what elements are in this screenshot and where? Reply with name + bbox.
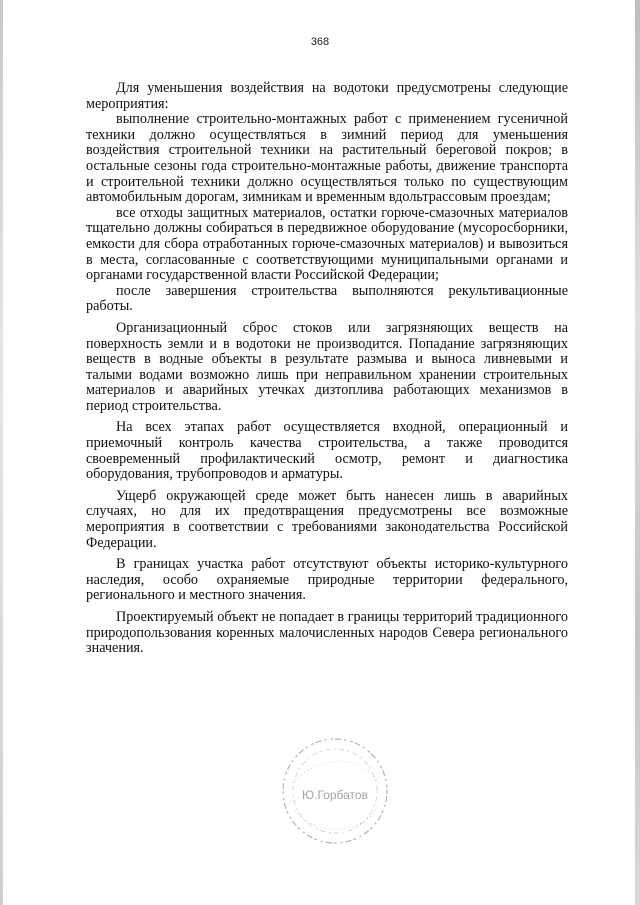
stamp-text: Ю.Горбатов: [302, 788, 368, 802]
paragraph-heritage: В границах участка работ отсутствуют объекты историко-культурного наследия, особо охраняемые природные территории федерального, регионального и местного значения.: [86, 556, 568, 604]
scan-edge-left: [0, 0, 3, 905]
paragraph-waste-collection: все отходы защитных материалов, остатки горюче-смазочных материалов тщательно должны собираться в передвижное оборудование (мусоросборники, емкости для сбора отработанных горюче-смазочных материалов) и вывозиться в места, согласованные с соответствующими муниципальными органами и органами государственной власти Российской Федерации;: [86, 204, 568, 284]
paragraph-damage: Ущерб окружающей среде может быть нанесен лишь в аварийных случаях, но для их предотвращения предусмотрены все возможные мероприятия в соответствии с требованиями законодательства Российской Федерации.: [86, 487, 568, 551]
scan-edge-right: [635, 0, 640, 905]
paragraph-recultivation: после завершения строительства выполняются рекультивационные работы.: [86, 282, 568, 315]
paragraph-quality-control: На всех этапах работ осуществляется входной, операционный и приемочный контроль качества строительства, а также проводится своевременный профилактический осмотр, ремонт и диагностика оборудования, трубопроводов и арматуры.: [86, 419, 568, 483]
paragraph-tracked-machinery: выполнение строительно-монтажных работ с применением гусеничной техники должно осуществляться в зимний период для уменьшения воздействия строительной техники на растительный береговой покров; в остальные сезоны года строительно-монтажные работы, движение транспорта и строительной техники должно осуществляться только по существующим автомобильным дорогам, зимникам и временным вдольтрассовым проездам;: [86, 111, 568, 206]
paragraph-runoff: Организационный сброс стоков или загрязняющих веществ на поверхность земли и в водотоки не производится. Попадание загрязняющих веществ в водные объекты в результате размыва и выноса ливневыми и талыми водами возможно лишь при неправильном хранении строительных материалов и аварийных утечках дизтоплива работающих механизмов в период строительства.: [86, 319, 568, 414]
page-number: 368: [310, 36, 330, 48]
document-body: [86, 81, 568, 657]
paragraph-intro: Для уменьшения воздействия на водотоки предусмотрены следующие мероприятия:: [86, 80, 568, 112]
round-stamp: [270, 733, 400, 848]
paragraph-indigenous-territories: Проектируемый объект не попадает в границы территорий традиционного природопользования коренных малочисленных народов Севера регионального значения.: [86, 609, 568, 657]
